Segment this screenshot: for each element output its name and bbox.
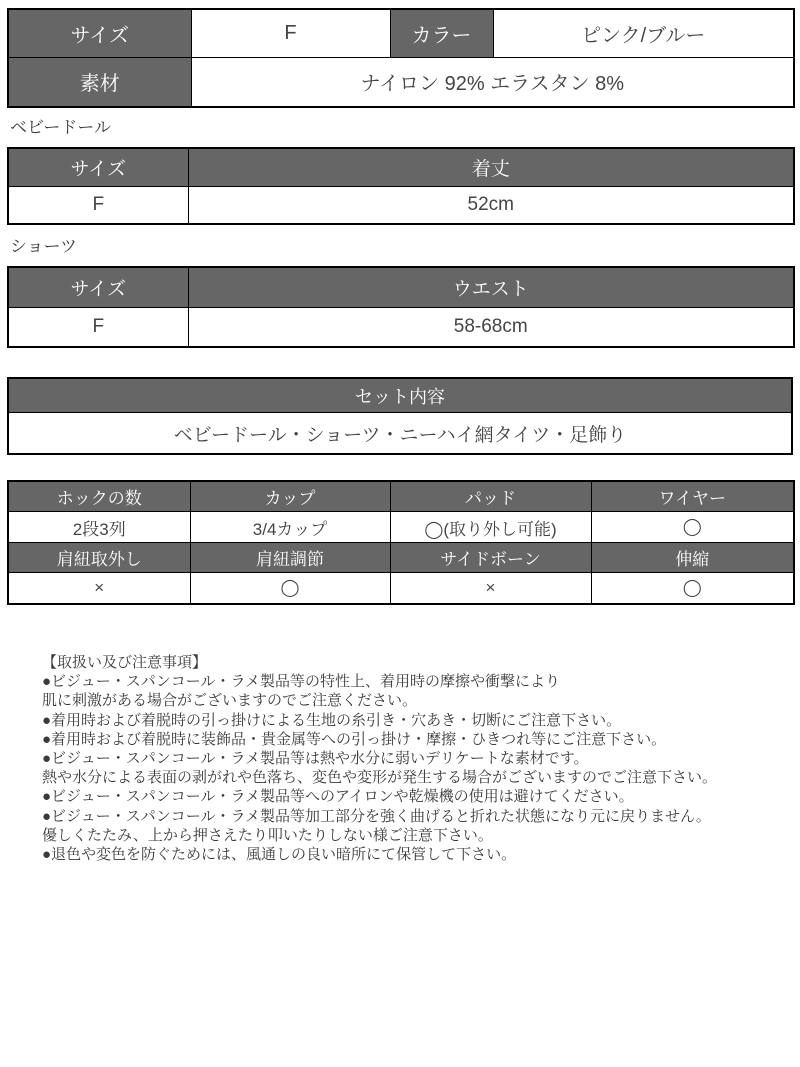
features-table (7, 480, 795, 605)
spec-size-header: サイズ (8, 9, 191, 57)
babydoll-section-label: ベビードール (10, 118, 111, 137)
shorts-value-row (8, 307, 794, 347)
notes-title: 【取扱い及び注意事項】 (42, 654, 208, 671)
note-line: 優しくたたみ、上から押さえたり叩いたりしない様ご注意下さい。 (42, 826, 493, 844)
note-line: ●退色や変色を防ぐためには、風通しの良い暗所にて保管して下さい。 (42, 846, 517, 864)
spec-material-value: ナイロン 92% エラスタン 8% (191, 57, 794, 107)
spec-color-value: ピンク/ブルー (493, 9, 794, 57)
note-line: ●着用時および着脱時の引っ掛けによる生地の糸引き・穴あき・切断にご注意下さい。 (42, 711, 622, 729)
babydoll-value-row (8, 186, 794, 224)
feature-pad-header: パッド (390, 481, 591, 512)
feature-wire-value: ◯ (591, 512, 794, 543)
note-line: ●ビジュー・スパンコール・ラメ製品等の特性上、着用時の摩擦や衝撃により (42, 673, 561, 691)
spec-row-size-color (8, 9, 794, 57)
feature-strap-removal-value: × (8, 573, 190, 605)
shorts-header-row (8, 267, 794, 307)
shorts-table (7, 266, 795, 348)
feature-stretch-value: ◯ (591, 573, 794, 605)
spec-color-header: カラー (390, 9, 493, 57)
shorts-waist-header: ウエスト (188, 267, 794, 307)
set-contents-header: セット内容 (8, 378, 792, 413)
note-line: 肌に刺激がある場合がございますのでご注意ください。 (42, 692, 418, 710)
note-line: 熱や水分による表面の剥がれや色落ち、変色や変形が発生する場合がございますのでご注意下さい。 (42, 769, 718, 787)
feature-sidebone-header: サイドボーン (390, 543, 591, 573)
spec-table (7, 8, 795, 108)
note-line: ●着用時および着脱時に装飾品・貴金属等への引っ掛け・摩擦・ひきつれ等にご注意下さい。 (42, 730, 667, 748)
feature-wire-header: ワイヤー (591, 481, 794, 512)
feature-cup-value: 3/4カップ (190, 512, 390, 543)
note-line: ●ビジュー・スパンコール・ラメ製品等へのアイロンや乾燥機の使用は避けてください。 (42, 788, 634, 806)
feature-strap-adjust-header: 肩紐調節 (190, 543, 390, 573)
feature-stretch-header: 伸縮 (591, 543, 794, 573)
shorts-size-header: サイズ (8, 267, 188, 307)
features-header-row-1 (8, 481, 794, 512)
spec-material-header: 素材 (8, 57, 191, 107)
feature-pad-value: ◯(取り外し可能) (390, 512, 591, 543)
babydoll-size-header: サイズ (8, 148, 188, 186)
shorts-waist-value: 58-68cm (188, 307, 794, 347)
babydoll-header-row (8, 148, 794, 186)
set-contents-header-row (8, 378, 792, 413)
features-value-row-1 (8, 512, 794, 543)
shorts-section-label: ショーツ (10, 237, 77, 256)
babydoll-length-header: 着丈 (188, 148, 794, 186)
spec-size-value: F (191, 9, 390, 57)
note-line: ●ビジュー・スパンコール・ラメ製品等は熱や水分に弱いデリケートな素材です。 (42, 750, 589, 768)
feature-hooks-header: ホックの数 (8, 481, 190, 512)
feature-sidebone-value: × (390, 573, 591, 605)
babydoll-table (7, 147, 795, 225)
features-header-row-2 (8, 543, 794, 573)
feature-strap-removal-header: 肩紐取外し (8, 543, 190, 573)
shorts-size-value: F (8, 307, 188, 347)
features-value-row-2 (8, 573, 794, 605)
feature-hooks-value: 2段3列 (8, 512, 190, 543)
babydoll-size-value: F (8, 186, 188, 224)
spec-row-material (8, 57, 794, 107)
note-line: ●ビジュー・スパンコール・ラメ製品等加工部分を強く曲げると折れた状態になり元に戻りません。 (42, 807, 711, 825)
set-contents-value-row (8, 413, 792, 455)
babydoll-length-value: 52cm (188, 186, 794, 224)
feature-cup-header: カップ (190, 481, 390, 512)
handling-notes (7, 653, 793, 864)
set-contents-table (7, 377, 793, 455)
feature-strap-adjust-value: ◯ (190, 573, 390, 605)
set-contents-value: ベビードール・ショーツ・ニーハイ網タイツ・足飾り (8, 413, 792, 455)
